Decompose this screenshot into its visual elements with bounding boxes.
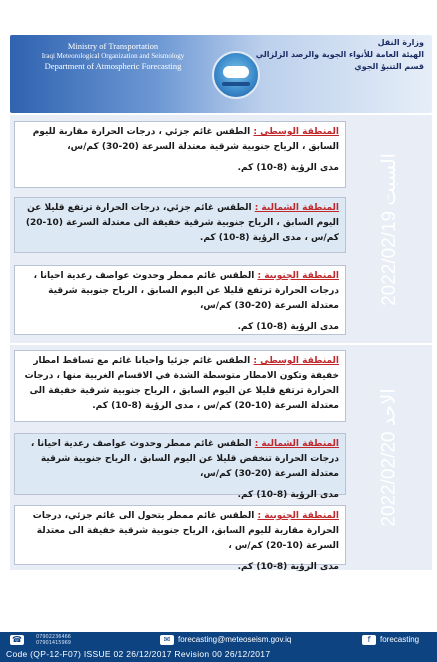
department-name-ar: قسم التنبؤ الجوي xyxy=(354,62,424,71)
forecast-card xyxy=(14,505,346,572)
visibility-text: مدى الرؤية (8-10) كم. xyxy=(237,322,339,332)
day-name: الاحد xyxy=(379,388,400,427)
header-english xyxy=(18,41,208,71)
forecast-card xyxy=(14,265,346,335)
region-name: المنطقة الجنوبية : xyxy=(257,271,339,281)
region-name: المنطقة الوسطى : xyxy=(253,356,339,366)
day-date: 2022/02/20 xyxy=(379,431,400,527)
department-name-en: Department of Atmospheric Forecasting xyxy=(44,61,182,71)
social-link[interactable]: forecasting xyxy=(380,635,420,644)
day-date: 2022/02/19 xyxy=(379,210,401,306)
forecast-text: الطقس غائم ممطر يتحول الى غائم جزئي، درجات الحرارة مقاربة لليوم السابق، الرياح جنوبية شرقية خفيفة الى معتدلة السرعة (10-20) كم/س ، xyxy=(32,511,339,551)
document-code: Code (QP-12-F07) ISSUE 02 26/12/2017 Revision 00 26/12/2017 xyxy=(6,649,271,659)
phone-icon: ☎ xyxy=(10,635,24,645)
visibility-text: مدى الرؤية (8-10) كم. xyxy=(237,562,339,572)
email-link[interactable]: forecasting@meteoseism.gov.iq xyxy=(178,635,292,644)
region-name: المنطقة الوسطى : xyxy=(253,127,339,137)
day-label-sunday xyxy=(378,388,401,526)
phone-numbers xyxy=(36,634,71,646)
forecast-text: الطقس غائم ممطر وحدوث عواصف رعدية احيانا ، درجات الحرارة تنخفض قليلا عن اليوم السابق ، الرياح جنوبية شرقية معتدلة السرعة (20-30) كم/س، xyxy=(30,439,339,479)
forecast-card xyxy=(14,121,346,188)
cloud-icon xyxy=(223,66,249,78)
day-label-panel-sunday xyxy=(347,345,432,570)
phone-number: 07902236466 xyxy=(36,634,71,640)
ministry-name-en: Ministry of Transportation xyxy=(67,41,159,51)
social-icon: f xyxy=(362,635,376,645)
organization-name-ar: الهيئة العامة للأنواء الجوية والرصد الزلزالي xyxy=(255,50,424,59)
forecast-text: الطقس غائم ممطر وحدوث عواصف رعدية احيانا ، درجات الحرارة ترتفع قليلا عن اليوم السابق ، الرياح جنوبية شرقية معتدلة السرعة (20-30) كم/س، xyxy=(33,271,339,311)
organization-name-en: Iraqi Meteorological Organization and Seismology xyxy=(41,52,185,60)
region-name: المنطقة الشمالية : xyxy=(254,439,339,449)
footer-bar xyxy=(0,632,437,662)
forecast-text: الطقس غائم جزئي، درجات الحرارة ترتفع قليلا عن اليوم السابق ، الرياح جنوبية شرقية خفيفة الى معتدلة السرعة (10-20) كم/س ، مدى الرؤية (8-10) كم. xyxy=(25,203,339,243)
phone-number: 07901415969 xyxy=(36,640,71,646)
visibility-text: مدى الرؤية (8-10) كم. xyxy=(237,490,339,500)
wave-icon xyxy=(222,82,250,86)
forecast-card xyxy=(14,197,346,253)
email-icon: ✉ xyxy=(160,635,174,645)
header-arabic xyxy=(249,37,424,73)
footer-contacts xyxy=(0,634,437,648)
header-banner xyxy=(10,35,432,113)
region-name: المنطقة الجنوبية : xyxy=(257,511,339,521)
ministry-name-ar: وزارة النقل xyxy=(377,38,424,47)
forecast-card xyxy=(14,350,346,422)
forecast-text: الطقس غائم جزئي ، درجات الحرارة مقاربة لليوم السابق ، الرياح جنوبية شرقية معتدلة السرعة (20-30) كم/س، xyxy=(32,127,339,152)
visibility-text: مدى الرؤية (8-10) كم. xyxy=(237,163,339,173)
forecast-card xyxy=(14,433,346,500)
day-label-panel-saturday xyxy=(347,115,432,343)
day-label-saturday xyxy=(378,153,401,306)
region-name: المنطقة الشمالية : xyxy=(254,203,339,213)
day-name: السبت xyxy=(379,152,401,206)
forecast-text: الطقس غائم جزئيا واحيانا غائم مع تساقط امطار خفيفة وتكون الامطار متوسطة الشدة في الاقسام الغربية منها ، درجات الحرارة ترتفع قليلا عن اليوم السابق ، الرياح جنوبية شرقية خفيفة الى معتدلة السرعة (10-20) كم/س ، مدى الرؤية (8-10) كم. xyxy=(24,356,339,411)
